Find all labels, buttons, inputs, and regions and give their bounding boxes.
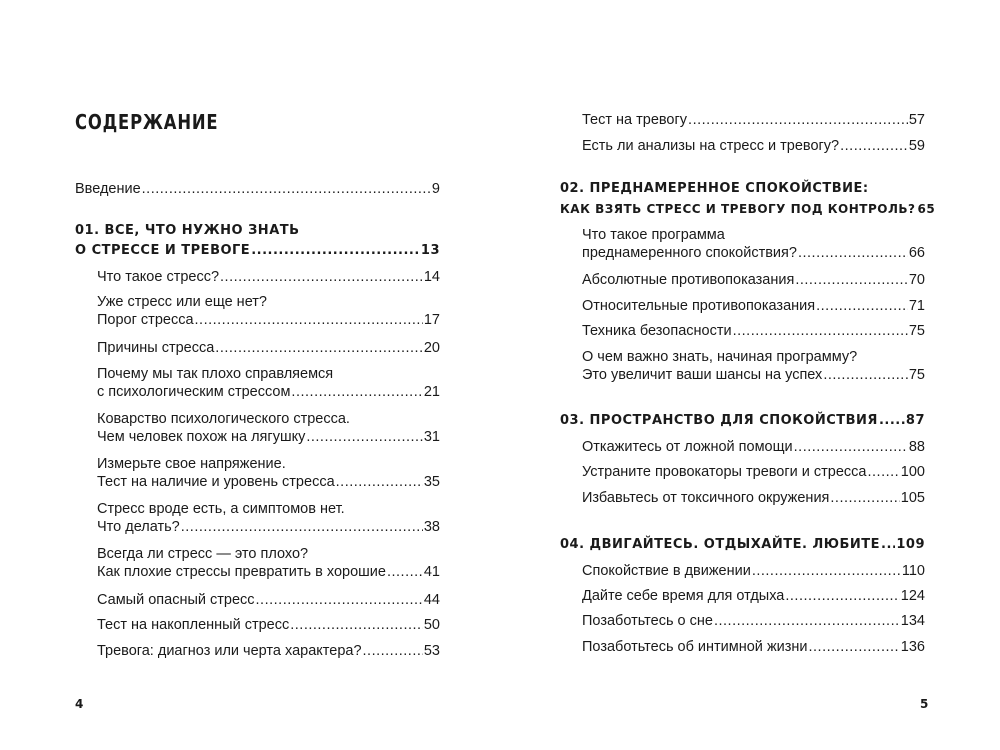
toc-label: преднамеренного спокойствия? [582,245,797,261]
toc-section-01[interactable] [75,222,440,260]
toc-label: Что такое стресс? [97,269,220,285]
section-title-line: 01. ВСЕ, ЧТО НУЖНО ЗНАТЬ [75,223,300,238]
toc-label: Самый опасный стресс [97,592,255,608]
toc-item[interactable] [582,463,925,481]
toc-page: 71 [908,298,925,314]
toc-label: Абсолютные противопоказания [582,272,795,288]
toc-page: 75 [908,323,925,339]
toc-page: 59 [908,138,925,154]
toc-item[interactable] [582,587,925,605]
toc-item[interactable] [97,616,440,634]
section-title-line: 03. ПРОСТРАНСТВО ДЛЯ СПОКОЙСТВИЯ [560,413,878,428]
toc-page: 38 [423,519,440,535]
toc-item[interactable] [582,111,925,129]
toc-item[interactable] [97,339,440,357]
toc-label: Тревога: диагноз или черта характера? [97,643,362,659]
toc-item[interactable] [97,268,440,286]
toc-page: 44 [423,592,440,608]
toc-item[interactable] [582,489,925,507]
toc-label: с психологическим стрессом [97,384,291,400]
toc-item[interactable] [582,638,925,656]
toc-item[interactable] [582,271,925,289]
toc-label: Откажитесь от ложной помощи [582,439,793,455]
toc-label: Стресс вроде есть, а симптомов нет. [97,501,345,517]
toc-label: Коварство психологического стресса. [97,411,350,427]
toc-label: Тест на тревогу [582,112,688,128]
page-title: СОДЕРЖАНИЕ [75,110,219,134]
page-number-right: 5 [920,697,929,711]
toc-section-04[interactable] [560,536,925,554]
toc-label: Причины стресса [97,340,215,356]
toc-page: 66 [908,245,925,261]
toc-section-02[interactable] [560,180,936,218]
toc-page: 110 [901,563,925,579]
section-title-line: 04. ДВИГАЙТЕСЬ. ОТДЫХАЙТЕ. ЛЮБИТЕ [560,537,881,552]
toc-label: Относительные противопоказания [582,298,816,314]
toc-item[interactable] [97,455,440,491]
toc-label: Порог стресса [97,312,194,328]
toc-page: 14 [423,269,440,285]
toc-item[interactable] [97,591,440,609]
toc-page: 21 [423,384,440,400]
toc-item[interactable] [582,348,925,384]
toc-page: 109 [896,537,925,552]
toc-item[interactable] [582,297,925,315]
toc-label: Техника безопасности [582,323,732,339]
toc-page: 70 [908,272,925,288]
toc-item[interactable] [97,500,440,536]
toc-label: Избавьтесь от токсичного окружения [582,490,830,506]
toc-label: Как плохие стрессы превратить в хорошие [97,564,386,580]
toc-label: Почему мы так плохо справляемся [97,366,334,382]
toc-label: Что делать? [97,519,180,535]
toc-item[interactable] [582,438,925,456]
section-title-line: КАК ВЗЯТЬ СТРЕСС И ТРЕВОГУ ПОД КОНТРОЛЬ? [560,202,916,216]
toc-section-03[interactable] [560,412,925,430]
toc-page: 31 [423,429,440,445]
toc-label: Есть ли анализы на стресс и тревогу? [582,138,840,154]
page-number-left: 4 [75,697,84,711]
toc-page: 75 [908,367,925,383]
toc-page: 35 [423,474,440,490]
toc-item[interactable] [97,365,440,401]
toc-item[interactable] [97,545,440,581]
toc-label: Введение [75,181,141,197]
toc-page: 53 [423,643,440,659]
toc-page: 134 [900,613,925,629]
toc-label: Чем человек похож на лягушку [97,429,306,445]
toc-item[interactable] [97,642,440,660]
toc-label: Тест на наличие и уровень стресса [97,474,335,490]
toc-page: 13 [420,243,440,258]
toc-label: Это увеличит ваши шансы на успех [582,367,823,383]
toc-item[interactable] [97,293,440,329]
toc-page: 136 [900,639,925,655]
toc-page: 20 [423,340,440,356]
toc-item[interactable] [582,612,925,630]
toc-label: Уже стресс или еще нет? [97,294,267,310]
toc-item[interactable] [582,562,925,580]
toc-page: 124 [900,588,925,604]
right-page [500,0,1000,750]
toc-page: 105 [900,490,925,506]
toc-page: 100 [900,464,925,480]
toc-page: 57 [908,112,925,128]
toc-page: 65 [917,202,936,216]
toc-label: Всегда ли стресс — это плохо? [97,546,309,562]
toc-label: Тест на накопленный стресс [97,617,290,633]
toc-page: 41 [423,564,440,580]
toc-label: Спокойствие в движении [582,563,751,579]
toc-page: 9 [431,181,440,197]
toc-label: Измерьте свое напряжение. [97,456,286,472]
toc-label: О чем важно знать, начиная программу? [582,349,858,365]
toc-page: 17 [423,312,440,328]
toc-label: Позаботьтесь об интимной жизни [582,639,808,655]
toc-page: 87 [905,413,925,428]
toc-page: 88 [908,439,925,455]
toc-item[interactable] [582,137,925,155]
toc-item[interactable] [582,322,925,340]
toc-label: Дайте себе время для отдыха [582,588,785,604]
toc-label: Позаботьтесь о сне [582,613,713,629]
section-title-line: 02. ПРЕДНАМЕРЕННОЕ СПОКОЙСТВИЕ: [560,181,869,196]
toc-intro[interactable] [75,180,440,198]
toc-item[interactable] [97,410,440,446]
toc-label: Что такое программа [582,227,725,243]
toc-item[interactable] [582,226,925,262]
toc-page: 50 [423,617,440,633]
section-title-line: О СТРЕССЕ И ТРЕВОГЕ [75,243,251,258]
toc-label: Устраните провокаторы тревоги и стресса [582,464,867,480]
